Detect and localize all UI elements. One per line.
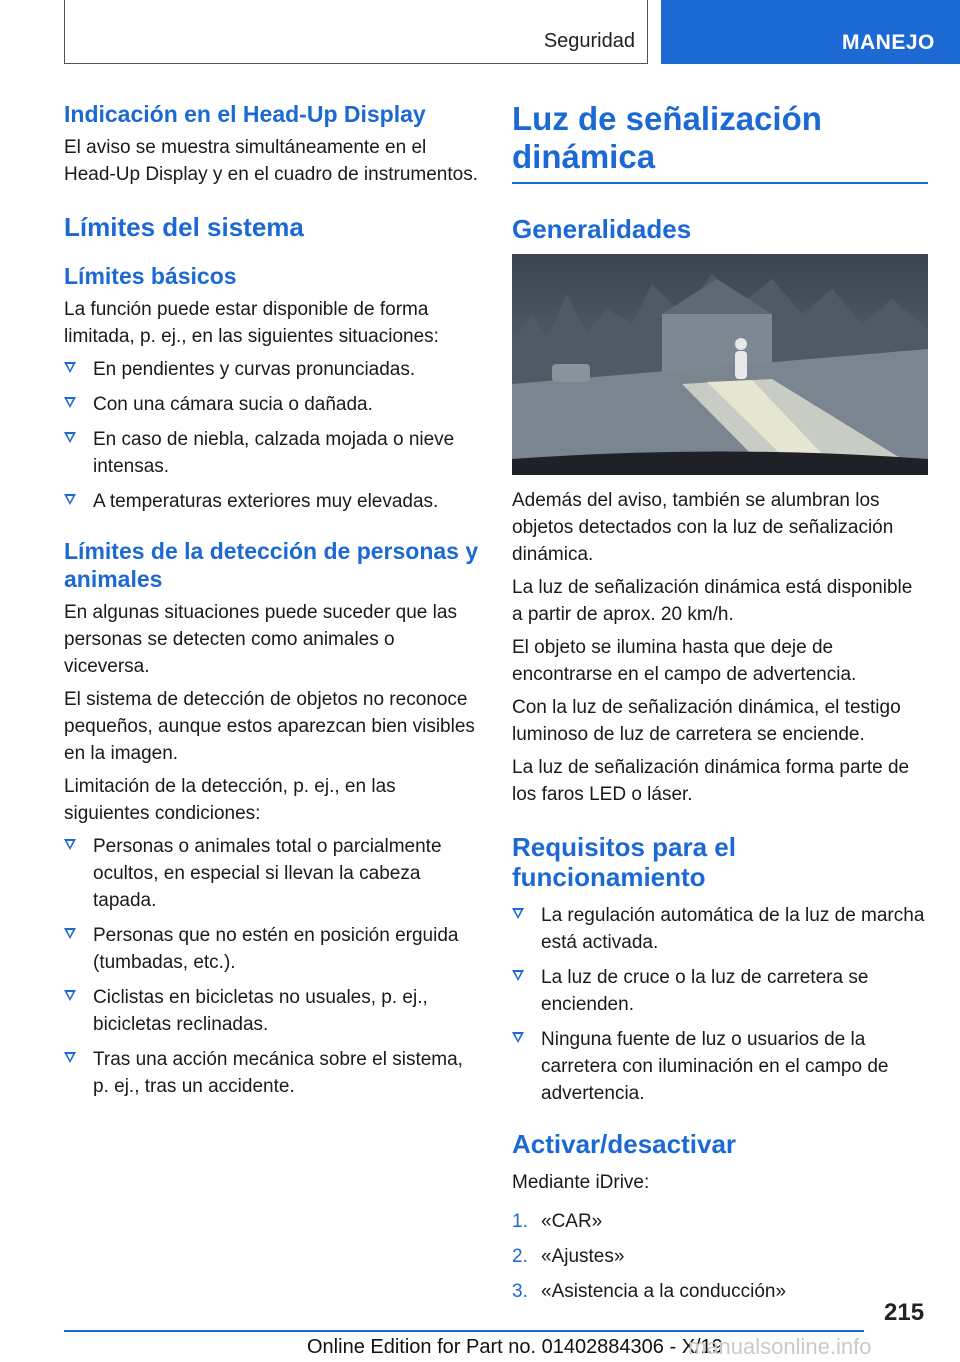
header-section: Seguridad bbox=[543, 30, 635, 52]
general-paragraph-5: La luz de señalización dinámica forma parte de los faros LED o láser. bbox=[512, 757, 910, 805]
activate-heading: Activar/desactivar bbox=[512, 1129, 737, 1159]
triangle-bullet-icon bbox=[64, 928, 76, 939]
list-item: 2. «Ajustes» bbox=[512, 1246, 625, 1267]
list-item: La regulación automática de la luz de marcha está activada. bbox=[512, 902, 928, 956]
footer-rule bbox=[64, 1330, 864, 1332]
title-rule bbox=[512, 182, 928, 184]
detect-paragraph-1: En algunas situaciones puede suceder que las personas se detecten como animales o viceversa. bbox=[64, 602, 457, 677]
triangle-bullet-icon bbox=[512, 1032, 524, 1043]
list-item: Con una cámara sucia o dañada. bbox=[64, 391, 479, 418]
detect-list bbox=[64, 833, 479, 1100]
hud-heading: Indicación en el Head-Up Display bbox=[64, 101, 426, 127]
header-tab-label: MANEJO bbox=[842, 31, 935, 54]
triangle-bullet-icon bbox=[512, 970, 524, 981]
night-road-illustration bbox=[512, 254, 928, 475]
basic-heading: Límites básicos bbox=[64, 263, 237, 289]
triangle-bullet-icon bbox=[64, 432, 76, 443]
basic-text: La función puede estar disponible de forma limitada, p. ej., en las siguientes situaciones: bbox=[64, 299, 439, 347]
list-item: Personas que no estén en posición erguida (tumbadas, etc.). bbox=[64, 922, 479, 976]
triangle-bullet-icon bbox=[64, 839, 76, 850]
section-title: Luz de señalización dinámica bbox=[512, 100, 822, 175]
watermark: manualsonline.info bbox=[688, 1334, 872, 1359]
list-item: 1. «CAR» bbox=[512, 1211, 603, 1232]
general-heading: Generalidades bbox=[512, 214, 692, 244]
list-item: A temperaturas exteriores muy elevadas. bbox=[64, 488, 479, 515]
triangle-bullet-icon bbox=[512, 908, 524, 919]
edition-text: Online Edition for Part no. 01402884306 - X/19 bbox=[307, 1336, 723, 1358]
triangle-bullet-icon bbox=[64, 990, 76, 1001]
activate-text: Mediante iDrive: bbox=[512, 1172, 650, 1193]
list-item: Ninguna fuente de luz o usuarios de la carretera con iluminación en el campo de advertencia. bbox=[512, 1026, 928, 1107]
triangle-bullet-icon bbox=[64, 397, 76, 408]
general-paragraph-3: El objeto se ilumina hasta que deje de encontrarse en el campo de advertencia. bbox=[512, 637, 857, 685]
hud-text: El aviso se muestra simultáneamente en el Head-Up Display y en el cuadro de instrumentos. bbox=[64, 137, 478, 185]
page-number: 215 bbox=[884, 1299, 925, 1326]
list-item: En pendientes y curvas pronunciadas. bbox=[64, 356, 479, 383]
list-item: Tras una acción mecánica sobre el sistema, p. ej., tras un accidente. bbox=[64, 1046, 479, 1100]
triangle-bullet-icon bbox=[64, 1052, 76, 1063]
triangle-bullet-icon bbox=[64, 362, 76, 373]
general-paragraph-1: Además del aviso, también se alumbran los objetos detectados con la luz de señalización dinámica. bbox=[512, 490, 894, 565]
basic-list bbox=[64, 356, 479, 515]
steps-list bbox=[512, 1208, 928, 1305]
list-item: Ciclistas en bicicletas no usuales, p. ej., bicicletas reclinadas. bbox=[64, 984, 479, 1038]
left-column bbox=[64, 100, 479, 1108]
list-item: La luz de cruce o la luz de carretera se encienden. bbox=[512, 964, 928, 1018]
requirements-heading: Requisitos para el funcionamiento bbox=[512, 832, 736, 892]
list-item: 3. «Asistencia a la conducción» bbox=[512, 1281, 787, 1302]
requirements-list bbox=[512, 902, 928, 1107]
detect-heading: Límites de la detección de personas y animales bbox=[64, 538, 479, 592]
detect-paragraph-3: Limitación de la detección, p. ej., en las siguientes condiciones: bbox=[64, 776, 396, 824]
list-item: En caso de niebla, calzada mojada o nieve intensas. bbox=[64, 426, 479, 480]
list-item: Personas o animales total o parcialmente ocultos, en especial si llevan la cabeza tapada. bbox=[64, 833, 479, 914]
header-tab[interactable] bbox=[661, 0, 960, 64]
right-column bbox=[512, 100, 928, 1313]
limits-heading: Límites del sistema bbox=[64, 212, 304, 242]
general-paragraph-2: La luz de señalización dinámica está disponible a partir de aprox. 20 km/h. bbox=[512, 577, 913, 625]
header-box bbox=[64, 0, 648, 64]
general-paragraph-4: Con la luz de señalización dinámica, el testigo luminoso de luz de carretera se enciende. bbox=[512, 697, 901, 745]
detect-paragraph-2: El sistema de detección de objetos no reconoce pequeños, aunque estos aparezcan bien visibles en la imagen. bbox=[64, 689, 475, 764]
triangle-bullet-icon bbox=[64, 494, 76, 505]
